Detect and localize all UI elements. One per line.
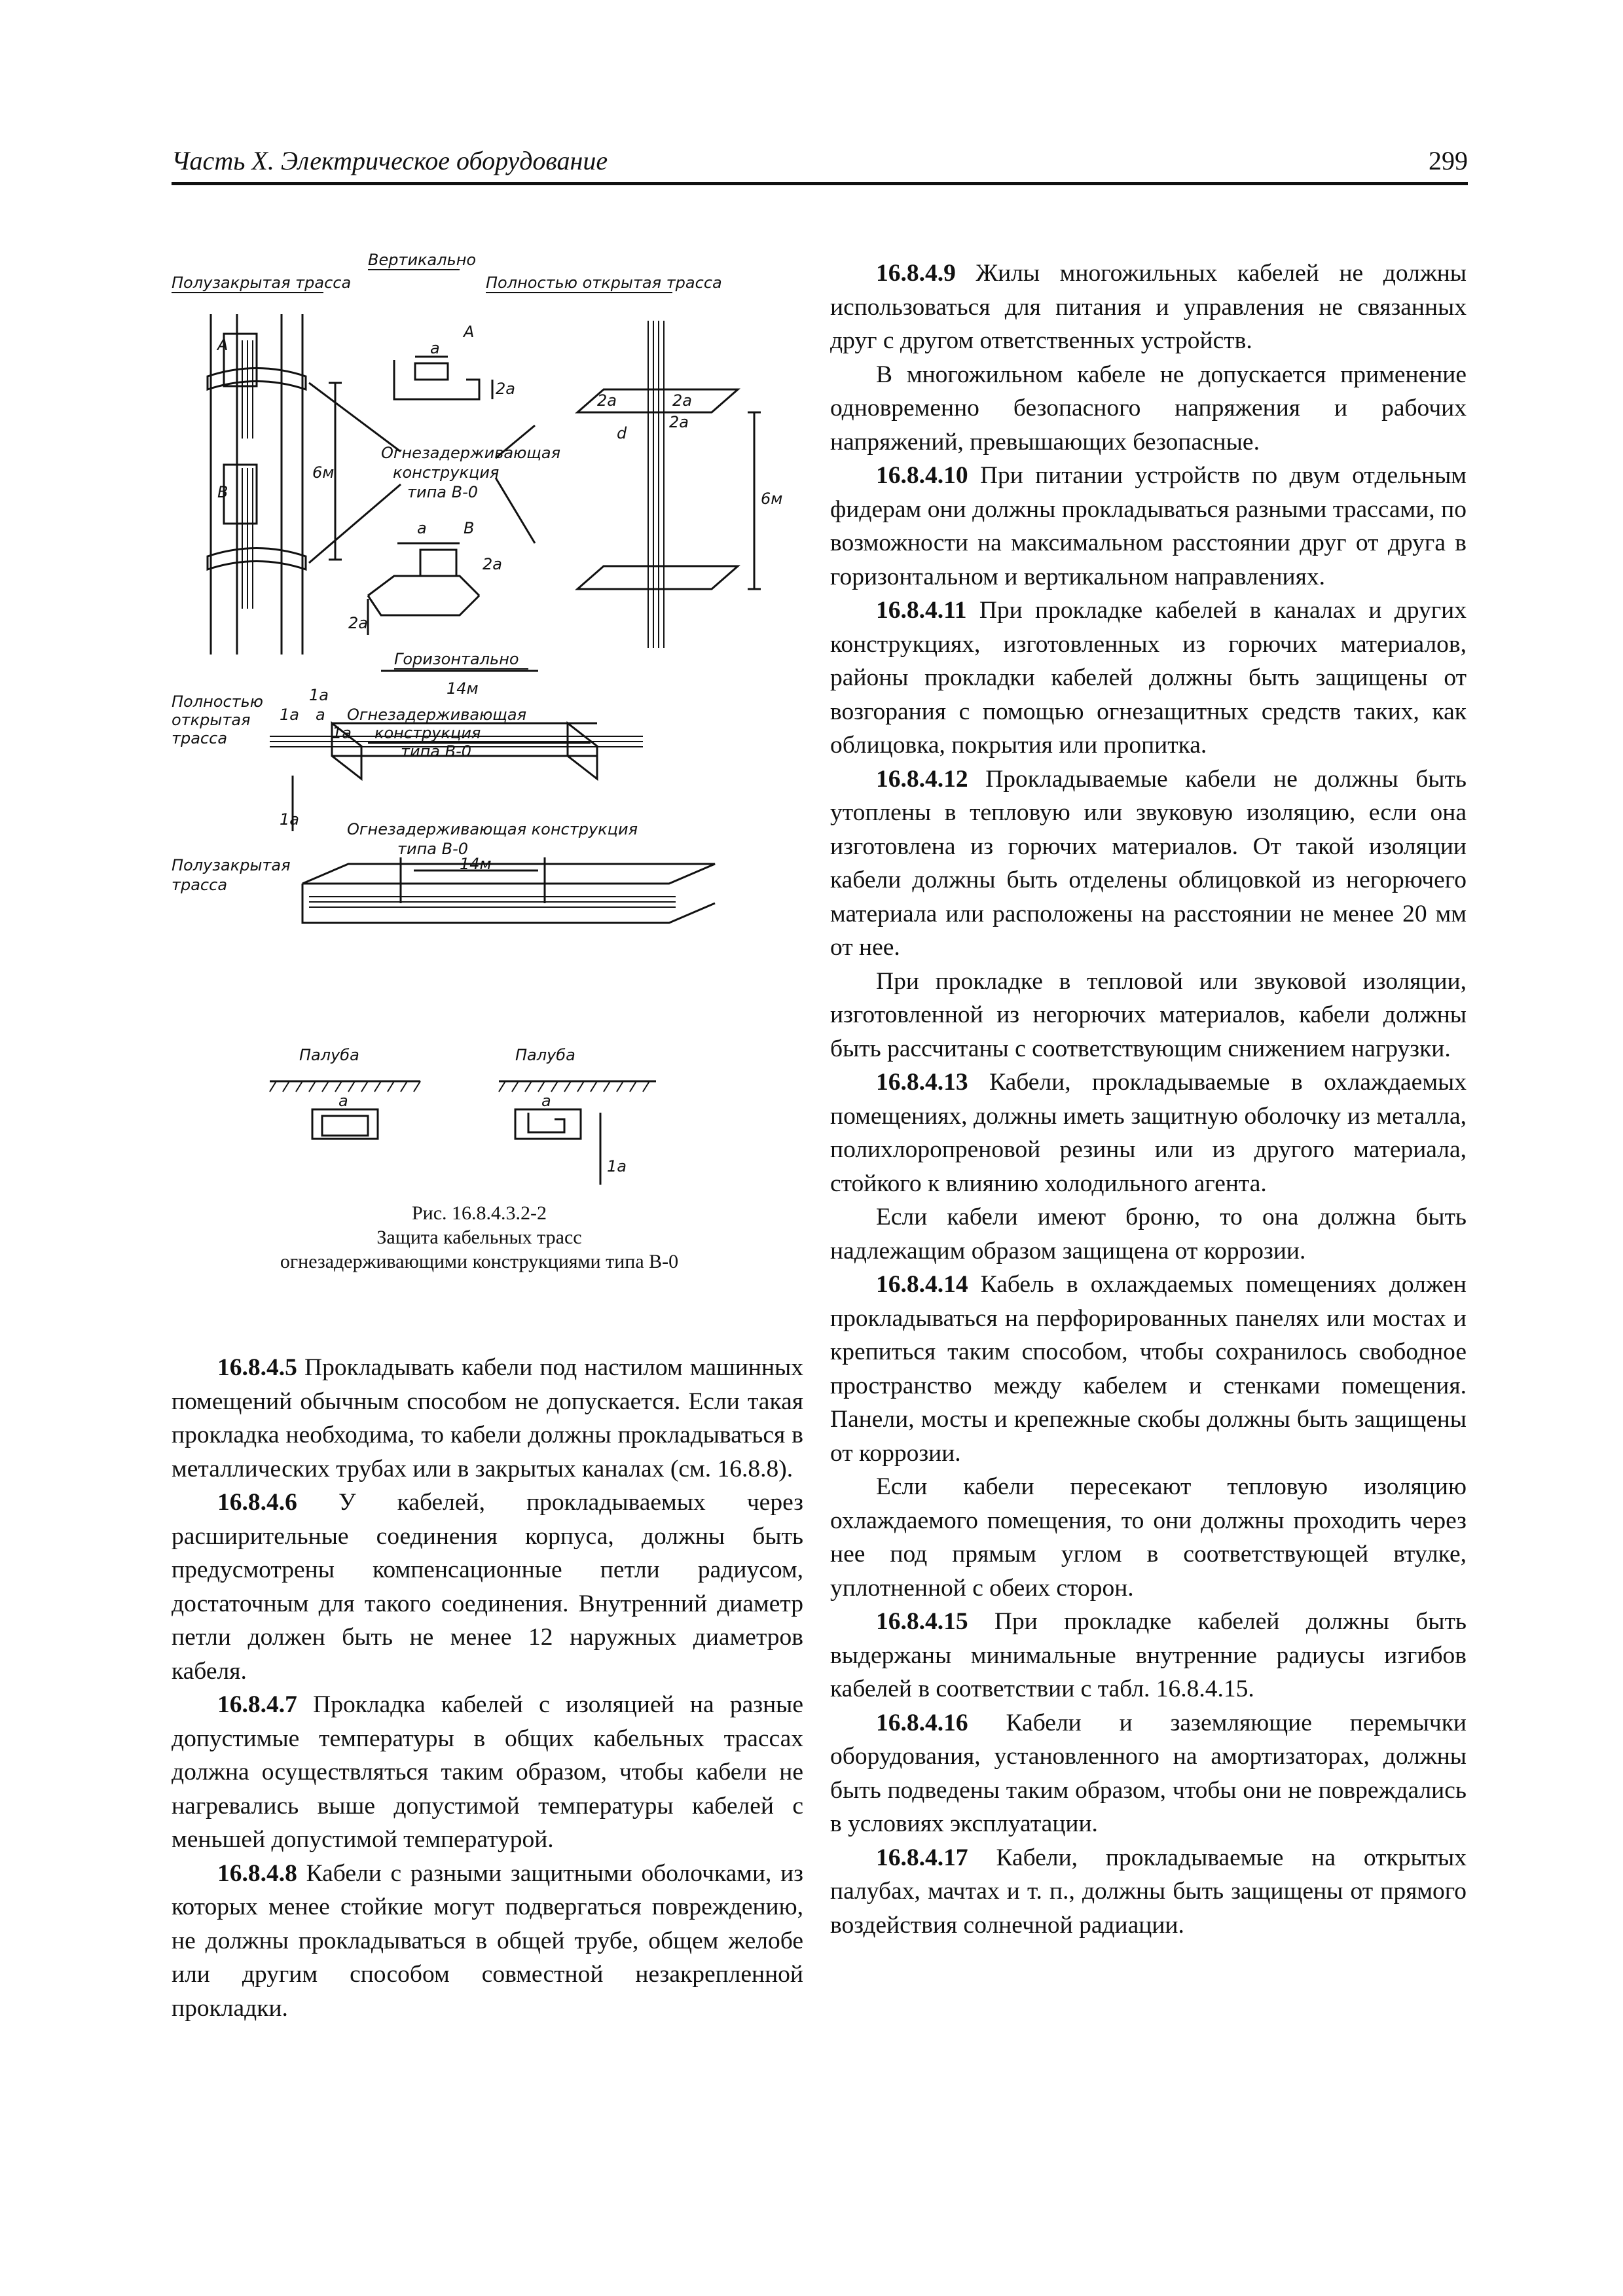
paragraph-text: Если кабели пересекают тепловую изоляцию охлаждаемого помещения, то они должны проходить через нее под прямым углом в соответствующей втулке, уплотненной с обеих сторон. (830, 1473, 1467, 1602)
label-1a-mid: 1а (332, 724, 352, 742)
paragraph (172, 1688, 803, 1857)
clause-number: 16.8.4.14 (876, 1271, 968, 1298)
label-6m-right: 6м (761, 490, 783, 508)
label-deck-left: Палуба (299, 1046, 359, 1064)
paragraph (172, 1351, 803, 1486)
label-deck-right: Палуба (515, 1046, 575, 1064)
label-2a-right-2: 2а (672, 391, 692, 410)
label-type-b0: типа В-0 (407, 483, 478, 501)
running-title: Часть X. Электрическое оборудование (172, 146, 608, 175)
label-2a-top: 2а (496, 380, 515, 398)
left-column (172, 1351, 803, 2025)
label-type-b0-low: типа В-0 (397, 840, 468, 858)
paragraph-text: При прокладке кабелей должны быть выдержаны минимальные внутренние радиусы изгибов кабелей в соответствии с табл. 16.8.4.15. (830, 1608, 1467, 1702)
label-2a-right-1: 2а (597, 391, 617, 410)
paragraph-text: Кабели с разными защитными оболочками, из которых менее стойкие могут подвергаться повреждению, не должны прокладываться в общей трубе, общем желобе или другим способом совместной незакрепленной прокладки. (172, 1859, 803, 2022)
label-1a-left: 1а (280, 706, 299, 724)
paragraph-text: У кабелей, прокладываемых через расширительные соединения корпуса, должны быть предусмотрены компенсационные петли радиусом, достаточным для такого соединения. Внутренний диаметр петли должен быть не менее 12 наружных диаметров кабеля. (172, 1489, 803, 1685)
caption-line-2: Защита кабельных трасс (376, 1227, 582, 1248)
caption-number: Рис. 16.8.4.3.2-2 (411, 1202, 547, 1224)
clause-number: 16.8.4.8 (217, 1859, 297, 1887)
label-1a-top: 1а (309, 686, 329, 704)
label-semi-closed-1: Полузакрытая (172, 856, 291, 874)
page-number: 299 (1429, 146, 1468, 175)
label-a-horizontal: а (316, 706, 325, 724)
clause-number: 16.8.4.17 (876, 1844, 968, 1871)
clause-number: 16.8.4.7 (217, 1691, 297, 1718)
paragraph-text: Кабели, прокладываемые на открытых палубах, мачтах и т. п., должны быть защищены от прямого воздействия солнечной радиации. (830, 1844, 1467, 1939)
label-fully-open-3: трасса (172, 729, 228, 747)
label-14m-low: 14м (460, 855, 492, 873)
paragraph-text: Кабель в охлаждаемых помещениях должен прокладываться на перфорированных панелях или мостах и крепиться таким способом, чтобы сохранилось свободное пространство между кабелем и стенками помещения. Панели, мосты и крепежные скобы должны быть защищены от коррозии. (830, 1271, 1467, 1467)
paragraph (830, 965, 1467, 1066)
label-structure-word-h: конструкция (374, 724, 481, 742)
clause-number: 16.8.4.16 (876, 1709, 968, 1736)
page-header (172, 145, 1468, 185)
label-a-deck-left: а (338, 1092, 348, 1110)
label-a-deck-right: а (541, 1092, 551, 1110)
label-vertical: Вертикально (368, 251, 477, 269)
label-fully-open-route: Полностью открытая трасса (486, 274, 722, 292)
clause-number: 16.8.4.6 (217, 1489, 297, 1516)
paragraph (172, 1486, 803, 1688)
paragraph (830, 257, 1467, 358)
paragraph-text: При прокладке кабелей в каналах и других конструкциях, изготовленных из горючих материалов, районы прокладки кабелей должны быть защищены от возгорания с помощью огнезащитных средств таких, как облицовка, покрытия или пропитка. (830, 597, 1467, 759)
label-structure-word: конструкция (393, 463, 500, 482)
paragraph (172, 1857, 803, 2026)
clause-number: 16.8.4.10 (876, 462, 968, 489)
right-column (830, 257, 1467, 1942)
label-A-section: А (217, 336, 228, 354)
paragraph-text: В многожильном кабеле не допускается применение одновременно безопасного напряжения и рабочих напряжений, превышающих безопасные. (830, 361, 1467, 456)
label-fully-open-1: Полностью (172, 692, 263, 711)
label-horizontal: Горизонтально (394, 650, 519, 668)
paragraph-text: Кабели и заземляющие перемычки оборудования, установленного на амортизаторах, должны быть подведены таким образом, чтобы они не повреждались в условиях эксплуатации. (830, 1709, 1467, 1837)
paragraph (830, 1066, 1467, 1200)
label-fire-structure-full: Огнезадерживающая конструкция (347, 820, 638, 838)
label-B-bracket: В (464, 519, 475, 537)
figure-drawing (172, 242, 787, 1191)
paragraph-text: Прокладываемые кабели не должны быть утоплены в тепловую или звуковую изоляцию, если она изготовлена из горючих материалов. От такой изоляции кабели должны быть отделены облицовкой из негорючего материала или расположены на расстоянии не менее 20 мм от нее. (830, 765, 1467, 961)
paragraph (830, 594, 1467, 762)
label-2a-low: 2а (348, 614, 368, 632)
label-a-top: а (430, 339, 440, 357)
label-fully-open-2: открытая (172, 711, 251, 729)
label-6m-left: 6м (312, 463, 335, 482)
paragraph (830, 1470, 1467, 1605)
label-fire-structure-h: Огнезадерживающая (347, 706, 527, 724)
paragraph-text: Прокладывать кабели под настилом машинных помещений обычным способом не допускается. Если такая прокладка необходима, то кабели должны прокладываться в металлических трубах или в закрытых каналах (см. 16.8.8). (172, 1354, 803, 1482)
label-semi-closed-2: трасса (172, 876, 228, 894)
paragraph-text: При питании устройств по двум отдельным фидерам они должны прокладываться разными трассами, по возможности на максимальном расстоянии друг от друга в горизонтальном и вертикальном направлениях. (830, 462, 1467, 590)
paragraph-text: Жилы многожильных кабелей не должны использоваться для питания и управления не связанных друг с другом ответственных устройств. (830, 260, 1467, 354)
paragraph (830, 762, 1467, 965)
paragraph-text: Если кабели имеют броню, то она должна быть надлежащим образом защищена от коррозии. (830, 1204, 1467, 1265)
paragraph-text: При прокладке в тепловой или звуковой изоляции, изготовленной из негорючих материалов, кабели должны быть рассчитаны с соответствующим снижением нагрузки. (830, 967, 1467, 1062)
clause-number: 16.8.4.15 (876, 1608, 968, 1635)
paragraph (830, 1706, 1467, 1841)
clause-number: 16.8.4.11 (876, 597, 967, 624)
label-semi-closed-route: Полузакрытая трасса (172, 274, 352, 292)
label-2a-mid: 2а (483, 555, 502, 573)
paragraph (830, 459, 1467, 594)
label-fire-structure: Огнезадерживающая (381, 444, 561, 462)
label-type-b0-h: типа В-0 (401, 742, 471, 761)
clause-number: 16.8.4.13 (876, 1069, 968, 1096)
label-d: d (617, 424, 627, 442)
clause-number: 16.8.4.12 (876, 765, 968, 793)
paragraph (830, 1841, 1467, 1943)
caption-line-3: огнезадерживающими конструкциями типа В-0 (280, 1251, 679, 1272)
clause-number: 16.8.4.9 (876, 260, 956, 287)
figure-cable-routes (172, 242, 787, 1309)
label-1a-low: 1а (280, 810, 299, 829)
figure-caption (172, 1201, 787, 1274)
paragraph (830, 1605, 1467, 1706)
label-A-bracket: А (464, 323, 475, 341)
label-1a-deck: 1а (607, 1157, 627, 1175)
paragraph-text: Кабели, прокладываемые в охлаждаемых помещениях, должны иметь защитную оболочку из металла, полихлоропреновой резины или из другого материала, стойкого к влиянию холодильного агента. (830, 1069, 1467, 1197)
paragraph (830, 358, 1467, 459)
paragraph (830, 1200, 1467, 1268)
label-B-section: В (217, 483, 228, 501)
label-14m-top: 14м (447, 679, 479, 698)
paragraph (830, 1268, 1467, 1470)
paragraph-text: Прокладка кабелей с изоляцией на разные допустимые температуры в общих кабельных трассах должна осуществляться таким образом, чтобы кабели не нагревались выше допустимой температуры кабелей с меньшей допустимой температурой. (172, 1691, 803, 1853)
label-a-mid: а (417, 519, 427, 537)
clause-number: 16.8.4.5 (217, 1354, 297, 1381)
label-2a-right-3: 2а (669, 413, 689, 431)
